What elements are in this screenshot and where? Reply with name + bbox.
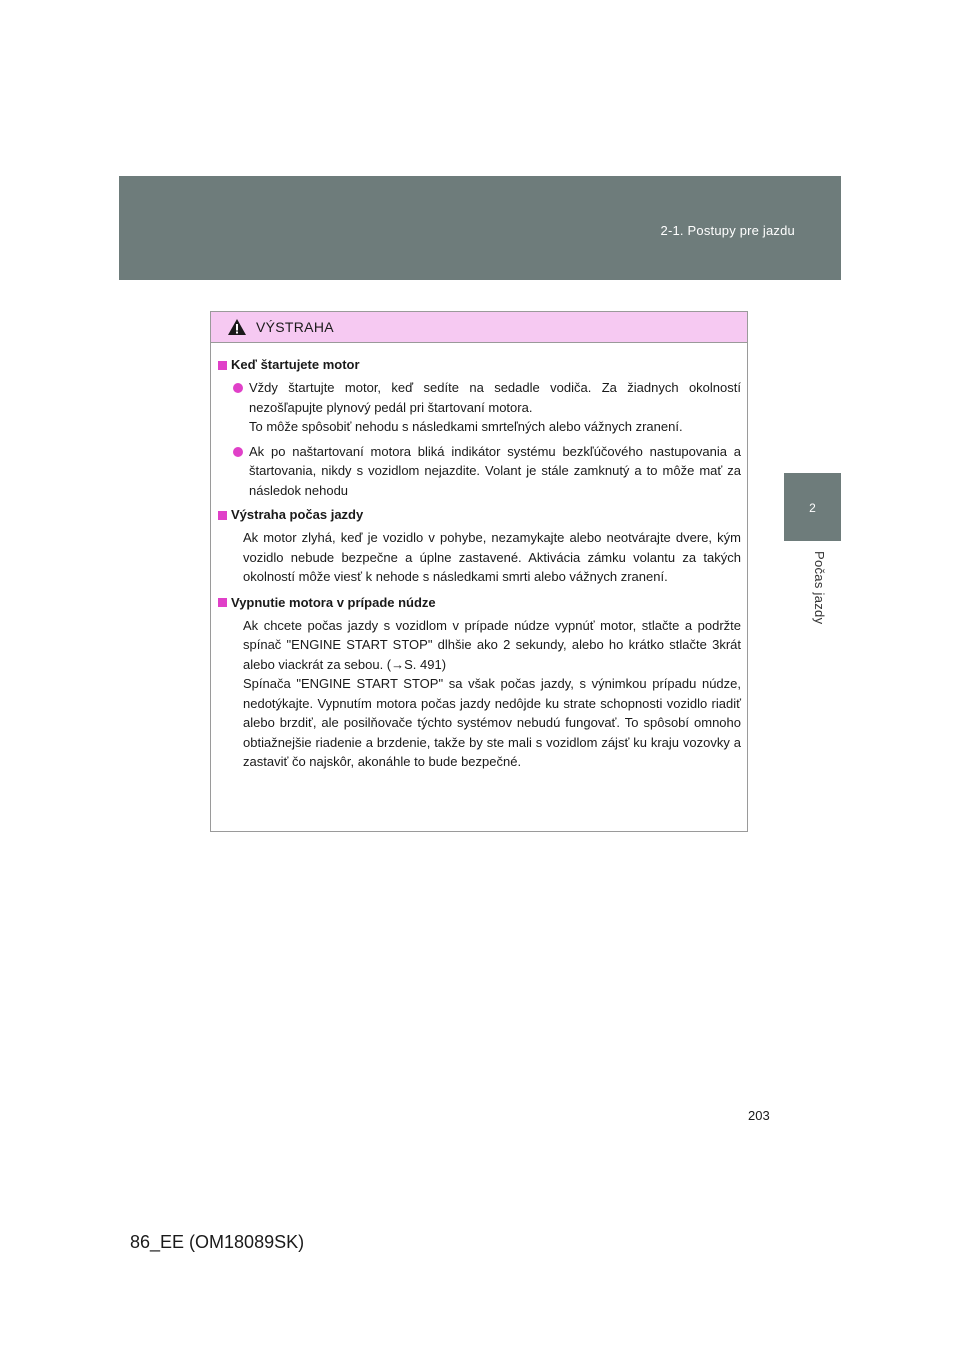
warning-body: [211, 343, 747, 772]
square-bullet-icon: [218, 361, 227, 370]
section-emergency-shutdown: [218, 593, 741, 772]
section-heading: Výstraha počas jazdy: [218, 505, 741, 525]
chapter-tab: [784, 473, 841, 541]
paragraph: Ak chcete počas jazdy s vozidlom v prípade núdze vypnúť motor, stlačte a podržte spínač "ENGINE START STOP" dlhšie ako 2 sekundy, alebo ho krátko stlačte 3krát alebo viackrát za sebou. (→S. 491) Spínača "ENGINE START STOP" sa však počas jazdy, s výnimkou prípadu núdze, nedotýkajte. Vypnutím motora počas jazdy nedôjde ku strate schopnosti vozidlo riadiť alebo brzdiť, ale posilňovače týchto systémov nebudú fungovať. To spôsobí omnoho obtiažnejšie riadenie a brzdenie, takže by ste mali s vozidlom zájsť ku kraju vozovky a zastaviť čo najskôr, akonáhle to bude bezpečné.: [243, 617, 741, 769]
header-band: [119, 176, 841, 280]
section-engine-start: [218, 355, 741, 500]
warning-triangle-icon: [227, 318, 247, 336]
document-code: 86_EE (OM18089SK): [130, 1232, 305, 1252]
paragraph: Ak motor zlyhá, keď je vozidlo v pohybe, nezamykajte alebo neotvárajte dvere, kým vozidlo nebude bezpečne a úplne zastavené. Aktivácia zámku volantu za takých okolností môže viesť k nehode s následkami smrti alebo vážnych zranení.: [243, 530, 741, 584]
square-bullet-icon: [218, 511, 227, 520]
section-driving-warning: [218, 505, 741, 587]
dot-bullet-icon: [233, 447, 243, 457]
chapter-number: 2: [809, 501, 816, 515]
section-heading: Vypnutie motora v prípade núdze: [218, 593, 741, 613]
chapter-label: Počas jazdy: [812, 551, 827, 625]
warning-box: [210, 311, 748, 832]
section-heading: Keď štartujete motor: [218, 355, 741, 375]
list-item: Vždy štartujte motor, keď sedíte na sedadle vodiča. Za žiadnych okolností nezošľapujte plynový pedál pri štartovaní motora. To môže spôsobiť nehodu s následkami smrteľných alebo vážnych zranení.: [218, 378, 741, 437]
list-item: Ak po naštartovaní motora bliká indikátor systému bezkľúčového nastupovania a štartovania, nikdy s vozidlom nejazdite. Volant je stále zamknutý a to môže mať za následok nehodu: [218, 442, 741, 501]
page-number: 203: [748, 1108, 770, 1123]
warning-header: [211, 312, 747, 343]
warning-title: VÝSTRAHA: [256, 319, 334, 335]
square-bullet-icon: [218, 598, 227, 607]
dot-bullet-icon: [233, 383, 243, 393]
section-title: 2-1. Postupy pre jazdu: [660, 223, 795, 238]
